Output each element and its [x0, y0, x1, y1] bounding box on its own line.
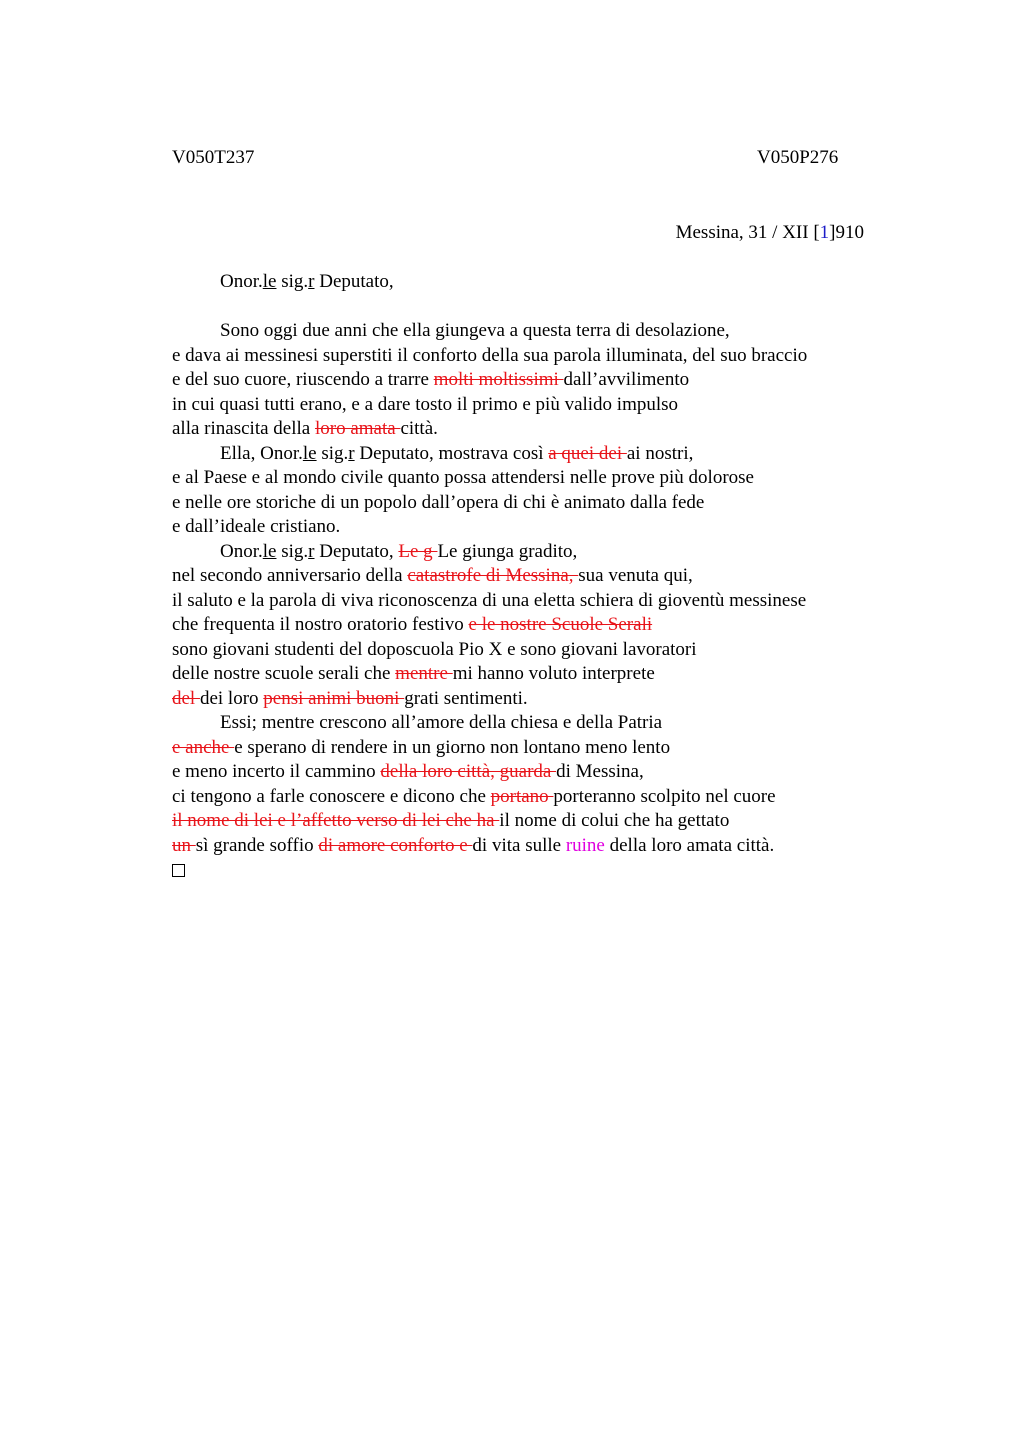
deleted-text: a quei dei: [548, 442, 627, 464]
deleted-text: il nome di lei e l’affetto verso di lei che ha: [172, 810, 500, 831]
text-segment: Deputato,: [314, 271, 394, 292]
deleted-text: un: [172, 834, 196, 856]
text-line: [172, 393, 892, 418]
deleted-text: di amore conforto e: [318, 834, 473, 856]
text-line: [172, 417, 892, 442]
document-code-right: V050P276: [757, 147, 839, 168]
text-segment: sua venuta qui,: [578, 565, 693, 586]
text-segment: Deputato, mostrava così: [354, 442, 549, 464]
text-segment: sì grande soffio: [195, 834, 319, 856]
letter-body: [172, 270, 892, 883]
text-line: [172, 589, 892, 614]
text-segment: mi hanno voluto interprete: [452, 663, 655, 684]
text-segment: Onor.: [220, 540, 263, 562]
text-segment: dall’avvilimento: [563, 369, 690, 390]
deleted-text: e le nostre Scuole Serali: [468, 614, 653, 635]
text-segment: il saluto e la parola di viva riconoscenza di una eletta schiera di gioventù messinese: [172, 589, 807, 611]
text-segment: e dava ai messinesi superstiti il conforto della sua parola illuminata, del suo braccio: [172, 344, 808, 366]
text-line: [172, 442, 892, 467]
text-line: [172, 736, 892, 761]
document-code-left: V050T237: [172, 147, 255, 168]
deleted-text: della loro città, guarda: [380, 761, 557, 782]
text-line: [172, 466, 892, 491]
text-segment: Essi; mentre crescono all’amore della chiesa e della Patria: [220, 712, 663, 733]
text-segment: città.: [400, 418, 438, 439]
salutation: [172, 270, 892, 295]
text-line: [172, 785, 892, 810]
text-segment: e del suo cuore, riuscendo a trarre: [172, 369, 434, 390]
text-line: [172, 540, 892, 565]
text-segment: sig.: [316, 442, 349, 464]
underlined-abbrev: le: [262, 271, 277, 292]
text-segment: delle nostre scuole serali che: [172, 663, 396, 684]
deleted-text: mentre: [395, 663, 453, 684]
text-segment: sig.: [276, 540, 309, 562]
text-segment: Ella, Onor.: [220, 442, 303, 464]
deleted-text: del: [172, 687, 200, 709]
text-segment: dei loro: [199, 687, 264, 709]
end-box-icon: [172, 864, 185, 877]
text-segment: Deputato,: [314, 540, 399, 562]
text-line: [172, 638, 892, 663]
text-segment: il nome di colui che ha gettato: [499, 810, 730, 831]
text-line: [172, 564, 892, 589]
underlined-abbrev: r: [308, 271, 315, 292]
deleted-text: Le g: [398, 540, 438, 562]
text-line: [172, 319, 892, 344]
text-segment: alla rinascita della: [172, 418, 315, 439]
text-line: [172, 613, 892, 638]
text-segment: nel secondo anniversario della: [172, 565, 408, 586]
underlined-abbrev: le: [262, 540, 277, 562]
underlined-abbrev: le: [302, 442, 317, 464]
blank-line: [172, 295, 892, 320]
text-segment: Sono oggi due anni che ella giungeva a questa terra di desolazione,: [220, 320, 730, 341]
text-line: [172, 368, 892, 393]
deleted-text: pensi animi buoni: [263, 687, 405, 709]
text-segment: sig.: [276, 271, 309, 292]
date-suffix: ]910: [829, 222, 864, 243]
text-segment: sono giovani studenti del doposcuola Pio X e sono giovani lavoratori: [172, 638, 697, 660]
text-line: [172, 515, 892, 540]
text-segment: e nelle ore storiche di un popolo dall’opera di chi è animato dalla fede: [172, 491, 705, 513]
text-segment: e meno incerto il cammino: [172, 761, 381, 782]
text-segment: Le giunga gradito,: [437, 540, 578, 562]
text-segment: e al Paese e al mondo civile quanto possa attendersi nelle prove più dolorose: [172, 467, 754, 488]
text-line: [172, 662, 892, 687]
text-segment: e sperano di rendere in un giorno non lontano meno lento: [234, 736, 671, 758]
text-segment: Onor.: [220, 271, 263, 292]
text-segment: in cui quasi tutti erano, e a dare tosto il primo e più valido impulso: [172, 393, 679, 415]
text-line: [172, 711, 892, 736]
text-segment: ci tengono a farle conoscere e dicono che: [172, 785, 491, 807]
text-segment: della loro amata città.: [604, 834, 775, 856]
text-line: [172, 834, 892, 859]
text-segment: porteranno scolpito nel cuore: [553, 785, 776, 807]
text-line: [172, 760, 892, 785]
text-line: [172, 491, 892, 516]
text-segment: di vita sulle: [472, 834, 566, 856]
deleted-text: catastrofe di Messina,: [407, 565, 579, 586]
deleted-text: molti moltissimi: [433, 369, 564, 390]
text-segment: che frequenta il nostro oratorio festivo: [172, 614, 469, 635]
text-segment: ai nostri,: [626, 442, 694, 464]
text-segment: e dall’ideale cristiano.: [172, 516, 341, 537]
text-line: [172, 687, 892, 712]
deleted-text: portano: [490, 785, 554, 807]
text-line: [172, 344, 892, 369]
underlined-abbrev: r: [348, 442, 355, 464]
date-prefix: Messina, 31 / XII [: [675, 222, 820, 243]
deleted-text: e anche: [172, 736, 235, 758]
text-segment: grati sentimenti.: [404, 687, 528, 709]
letter-date: [676, 221, 864, 245]
highlighted-word: ruine: [565, 834, 605, 856]
date-bracket-digit: 1: [819, 222, 830, 243]
text-segment: di Messina,: [556, 761, 644, 782]
end-marker-line: [172, 858, 892, 883]
text-line: [172, 809, 892, 834]
deleted-text: loro amata: [314, 418, 401, 439]
underlined-abbrev: r: [308, 540, 315, 562]
